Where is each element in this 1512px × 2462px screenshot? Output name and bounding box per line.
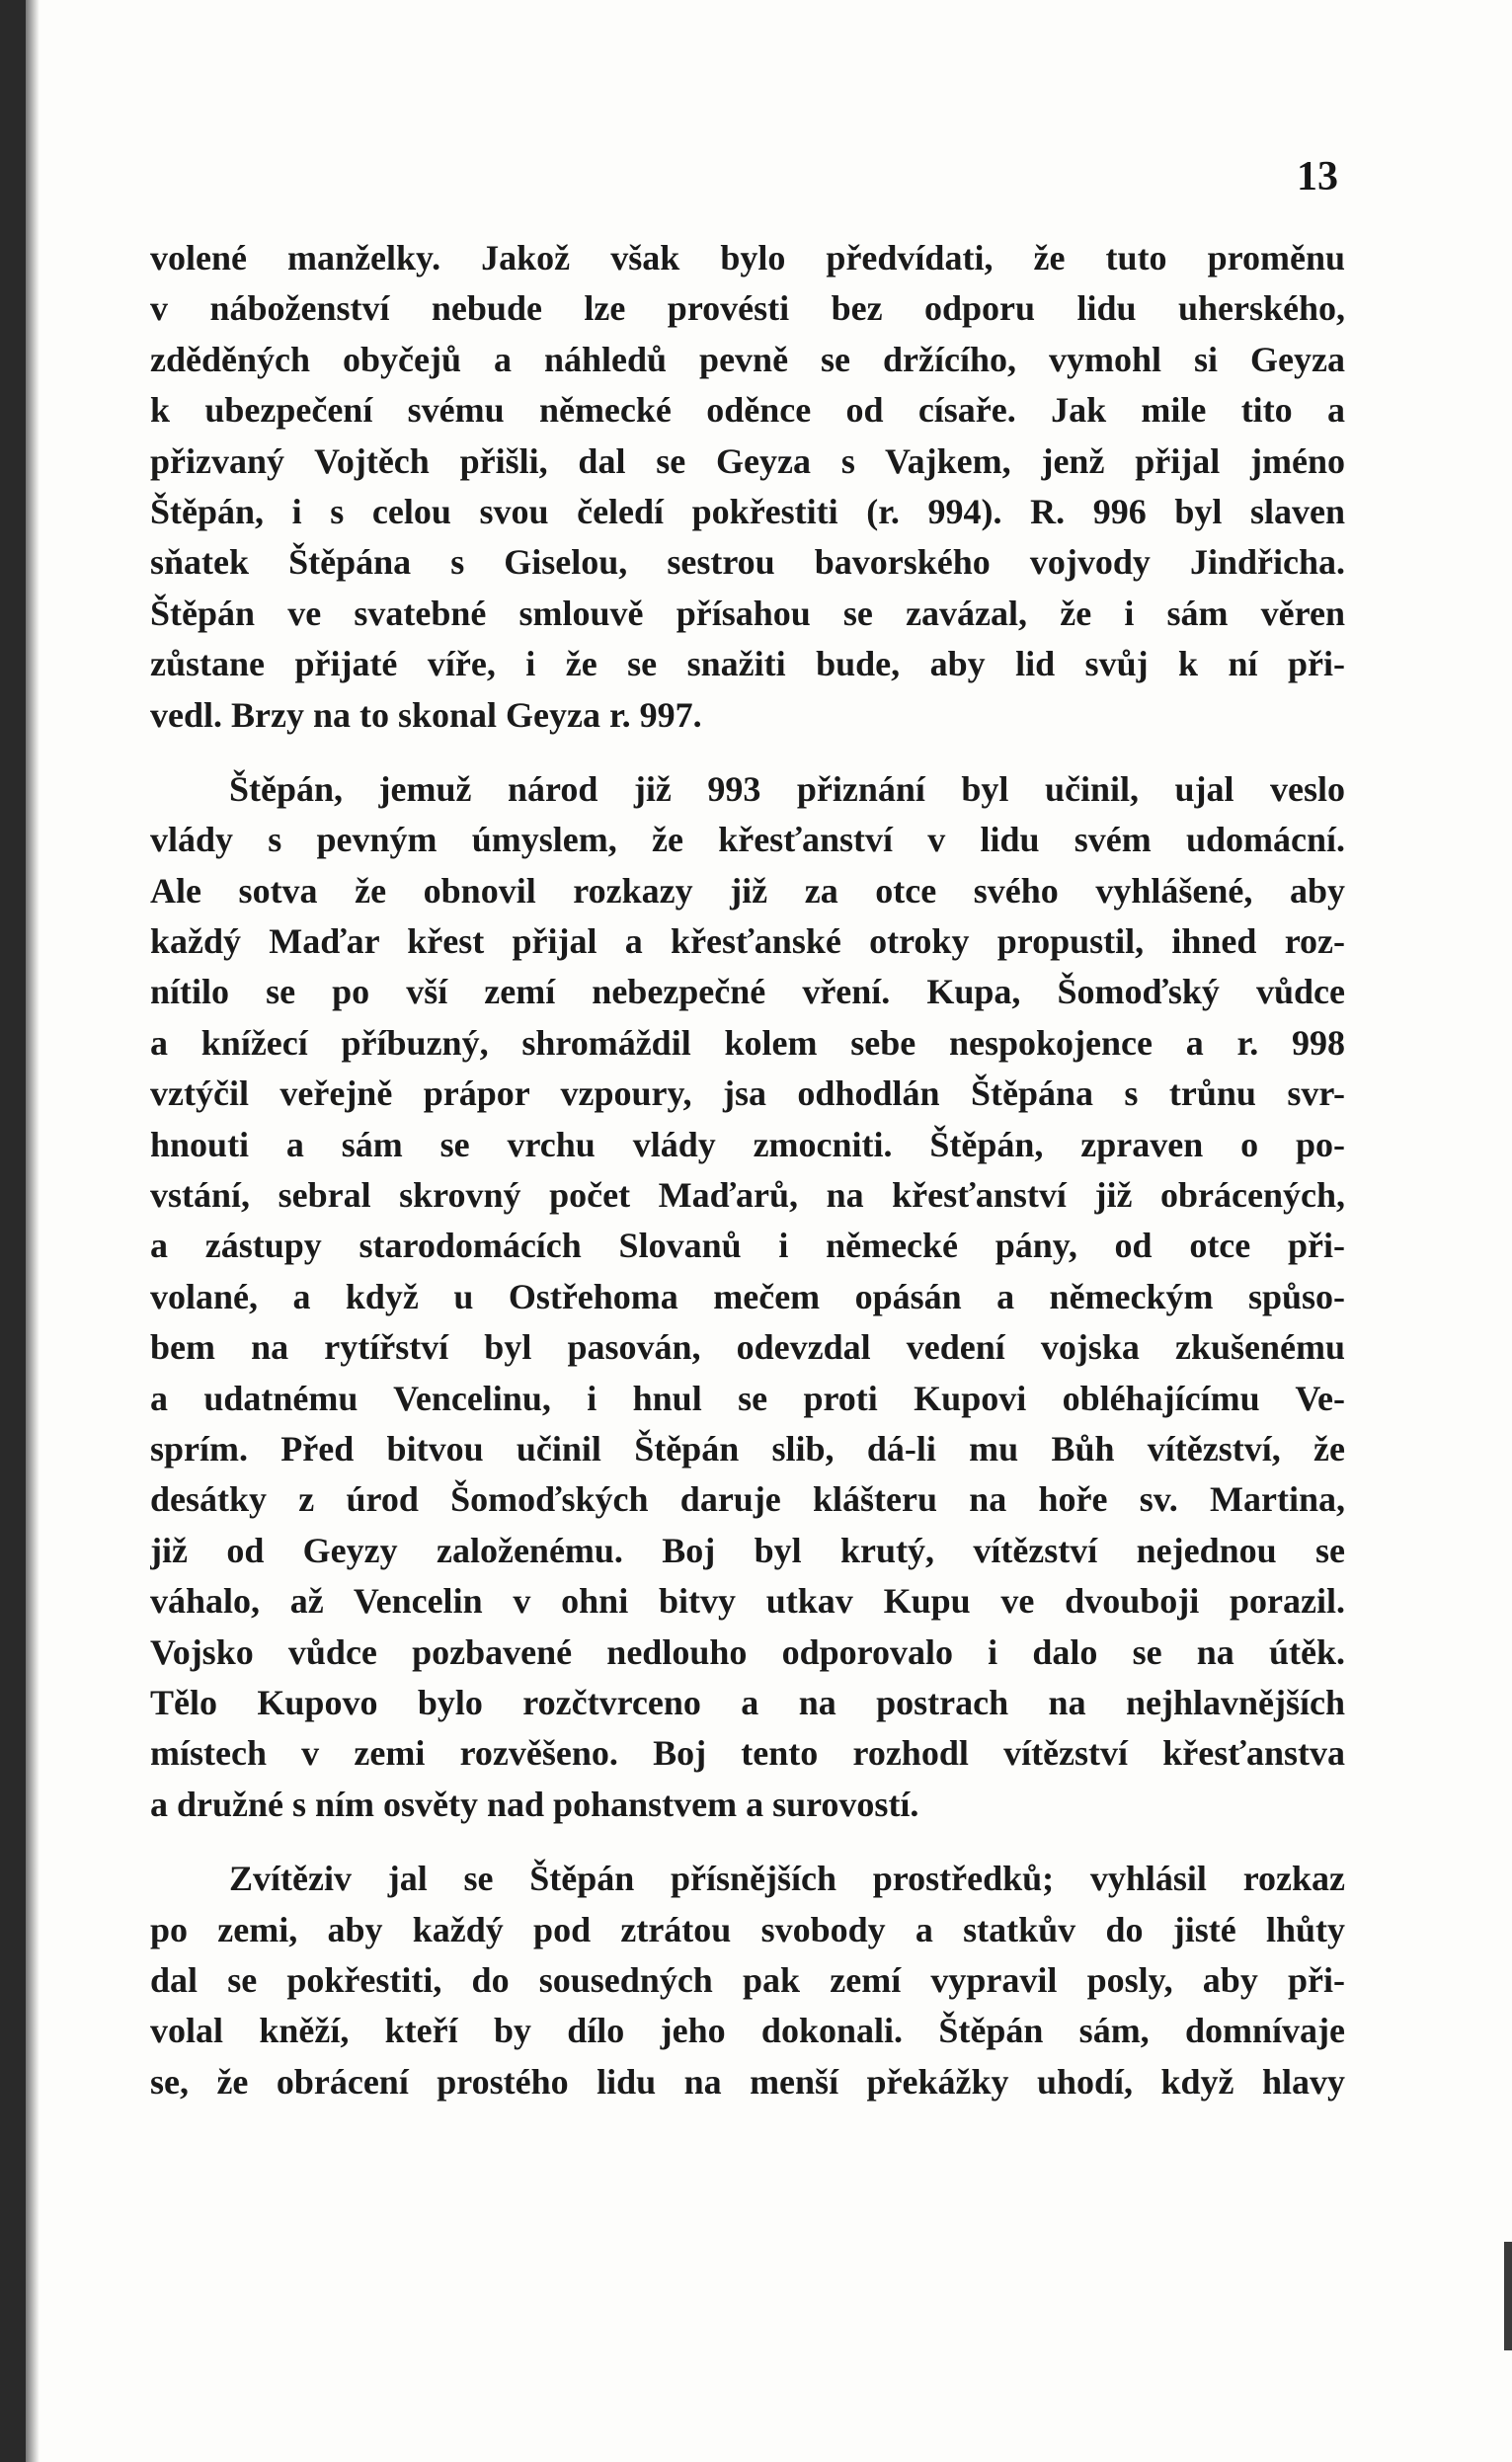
text-line: místech v zemi rozvěšeno. Boj tento rozhodl vítězství křesťanstva: [150, 1733, 1345, 1774]
binding-edge: [0, 0, 26, 2462]
text-line: a knížecí příbuzný, shromáždil kolem sebe nespokojence a r. 998: [150, 1022, 1345, 1063]
text-line: Tělo Kupovo bylo rozčtvrceno a na postrach na nejhlavnějších: [150, 1682, 1345, 1722]
text-line: vlády s pevným úmyslem, že křesťanství v lidu svém udomácní.: [150, 820, 1345, 860]
text-line: Vojsko vůdce pozbavené nedlouho odporovalo i dalo se na útěk.: [150, 1631, 1345, 1672]
text-line: zděděných obyčejů a náhledů pevně se držícího, vymohl si Geyza: [150, 339, 1345, 379]
text-line: v náboženství nebude lze provésti bez odporu lidu uherského,: [150, 288, 1345, 329]
text-line: volané, a když u Ostřehoma mečem opásán a německým spůso-: [150, 1276, 1345, 1316]
text-line: hnouti a sám se vrchu vlády zmocniti. Štěpán, zpraven o po-: [150, 1124, 1345, 1164]
text-line: Štěpán, jemuž národ již 993 přiznání byl učinil, ujal veslo: [229, 768, 1345, 809]
text-line: Ale sotva že obnovil rozkazy již za otce svého vyhlášené, aby: [150, 870, 1345, 911]
text-line: sprím. Před bitvou učinil Štěpán slib, dá-li mu Bůh vítězství, že: [150, 1428, 1345, 1469]
text-line: bem na rytířství byl pasován, odevzdal vedení vojska zkušenému: [150, 1327, 1345, 1368]
text-line: váhalo, až Vencelin v ohni bitvy utkav Kupu ve dvouboji porazil.: [150, 1581, 1345, 1622]
text-line: desátky z úrod Šomoďských daruje klášteru na hoře sv. Martina,: [150, 1479, 1345, 1520]
text-line: k ubezpečení svému německé oděnce od císaře. Jak mile tito a: [150, 390, 1345, 431]
page-number: 13: [1297, 154, 1338, 199]
text-line: zůstane přijaté víře, i že se snažiti bude, aby lid svůj k ní při-: [150, 644, 1345, 684]
text-line: volal kněží, kteří by dílo jeho dokonali. Štěpán sám, domnívaje: [150, 2011, 1345, 2051]
text-line: přizvaný Vojtěch přišli, dal se Geyza s Vajkem, jenž přijal jméno: [150, 440, 1345, 481]
paragraph-gap: [150, 741, 1345, 764]
text-line: dal se pokřestiti, do sousedných pak zemí vypravil posly, aby při-: [150, 1959, 1345, 2000]
binding-shadow: [26, 0, 40, 2462]
text-line: každý Maďar křest přijal a křesťanské otroky propustil, ihned roz-: [150, 921, 1345, 962]
text-line: a zástupy starodomácích Slovanů i německé pány, od otce při-: [150, 1226, 1345, 1266]
text-line: a udatnému Vencelinu, i hnul se proti Kupovi obléhajícímu Ve-: [150, 1378, 1345, 1418]
text-line: nítilo se po vší zemí nebezpečné vření. Kupa, Šomoďský vůdce: [150, 972, 1345, 1012]
text-line: Štěpán ve svatebné smlouvě přísahou se zavázal, že i sám věren: [150, 593, 1345, 633]
text-line: volené manželky. Jakož však bylo předvídati, že tuto proměnu: [150, 238, 1345, 278]
right-edge-mark: [1504, 2242, 1512, 2350]
text-line: vedl. Brzy na to skonal Geyza r. 997.: [150, 694, 702, 735]
text-line: vztýčil veřejně prápor vzpoury, jsa odhodlán Štěpána s trůnu svr-: [150, 1073, 1345, 1114]
text-line: sňatek Štěpána s Giselou, sestrou bavorského vojvody Jindřicha.: [150, 542, 1345, 583]
paragraph-gap: [150, 1830, 1345, 1854]
body-text: [150, 233, 1345, 2107]
text-line: již od Geyzy založenému. Boj byl krutý, vítězství nejednou se: [150, 1530, 1345, 1570]
text-line: a družné s ním osvěty nad pohanstvem a surovostí.: [150, 1784, 919, 1824]
text-line: po zemi, aby každý pod ztrátou svobody a statkův do jisté lhůty: [150, 1909, 1345, 1949]
text-line: se, že obrácení prostého lidu na menší překážky uhodí, když hlavy: [150, 2061, 1345, 2102]
text-line: vstání, sebral skrovný počet Maďarů, na křesťanství již obrácených,: [150, 1175, 1345, 1216]
text-line: Štěpán, i s celou svou čeledí pokřestiti (r. 994). R. 996 byl slaven: [150, 491, 1345, 531]
text-line: Zvítěziv jal se Štěpán přísnějších prostředků; vyhlásil rozkaz: [229, 1859, 1345, 1899]
